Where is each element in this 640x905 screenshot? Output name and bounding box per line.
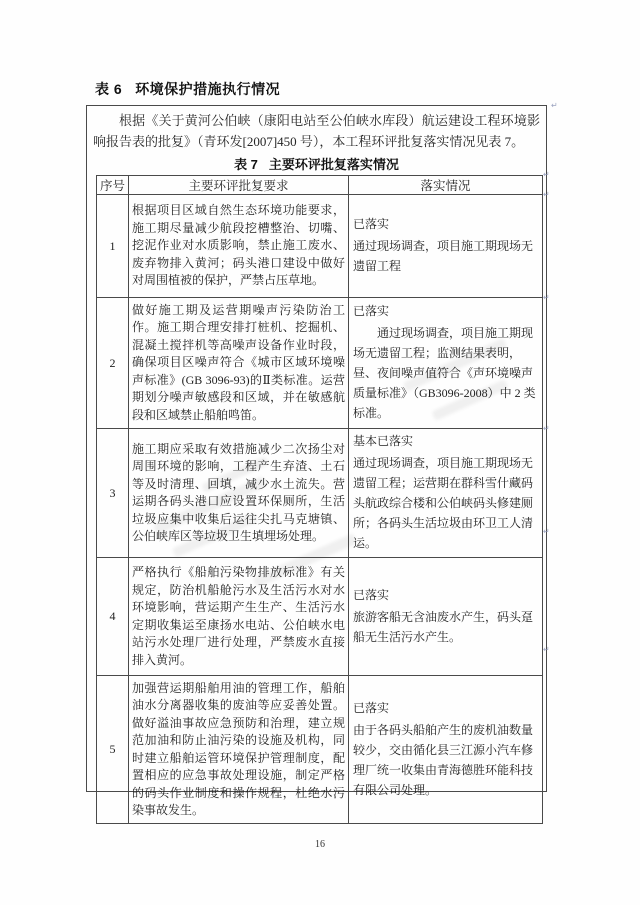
table6-heading-label: 表 6 [95,81,123,97]
status-verdict: 基本已落实 [353,434,414,448]
requirement-text: 根据项目区域自然生态环境功能要求，施工期尽量减少航段挖槽整治、切嘴、挖泥作业对水质影响，禁止施工废水、废弃物排入黄河；码头港口建设中做好对周围植被的保护，严禁占压草地。 [132,203,345,288]
column-header-requirement: 主要环评批复要求 [129,176,349,195]
requirement-cell [129,676,349,824]
table7-caption-title: 主要环评批复落实情况 [268,157,399,172]
status-verdict: 已落实 [353,700,390,715]
row-number-cell: 4 [97,558,129,676]
table6-heading-title: 环境保护措施执行情况 [135,81,281,97]
column-header-status: 落实情况 [349,176,543,195]
requirement-text: 施工期应采取有效措施减少二次扬尘对周围环境的影响，工程产生弃渣、土石等及时清理、回填，减少水土流失。营运期各码头港口应设置环保厕所，生活垃圾应集中收集后运往尖扎马克塘镇、公伯峡库区等垃圾卫生填埋场处理。 [132,441,345,543]
status-detail: 由于各码头船舶产生的废机油数量较少，交由循化县三江源小汽车修理厂统一收集由青海德胜环能科技有限公司处理。 [353,722,534,797]
paragraph-mark-icon: ↵ [543,645,550,654]
status-cell [349,676,543,824]
status-verdict: 已落实 [353,217,390,231]
table6-heading [95,79,280,99]
requirement-cell [129,298,349,429]
table7-outer-box [86,105,547,817]
paragraph-mark-icon: ↵ [543,527,550,536]
paragraph-mark-icon: ↵ [543,170,550,179]
table7-header-row [97,176,543,195]
status-verdict: 已落实 [353,304,390,318]
page-number: 16 [315,839,325,850]
table-row [97,195,543,298]
status-detail: 通过现场调查，项目施工期现场无遗留工程 [353,239,534,273]
table7-body [97,195,543,824]
paragraph-mark-icon: ↵ [543,424,550,433]
requirement-cell [129,558,349,676]
row-number-cell: 3 [97,429,129,558]
requirement-text: 加强营运期船舶用油的管理工作，船舶油水分离器收集的废油等应妥善处置。做好溢油事故应急预防和治理，建立规范加油和防止油污染的设施及机构，同时建立船舶运管环境保护管理制度，配置相应的应急事故处理设施，制定严格的码头作业制度和操作规程，杜绝水污染事故发生。 [132,680,345,817]
intro-paragraph: 根据《关于黄河公伯峡（康阳电站至公伯峡水库段）航运建设工程环境影响报告表的批复》（青环发[2007]450 号），本工程环评批复落实情况见表 7。 [93,113,540,149]
paragraph-mark-icon: ↵ [543,293,550,302]
row-number-cell: 2 [97,298,129,429]
table-row [97,298,543,429]
row-number-cell: 5 [97,676,129,824]
status-detail: 通过现场调查，项目施工期现场无遗留工程；监测结果表明，昼、夜间噪声值符合《声环境噪声质量标准》（GB3096-2008）中 2 类标准。 [353,326,536,420]
status-verdict: 已落实 [353,587,390,602]
table-row [97,558,543,676]
table7 [96,175,543,824]
row-number-cell: 1 [97,195,129,298]
requirement-cell [129,195,349,298]
table7-caption [87,154,546,173]
status-cell [349,195,543,298]
status-cell [349,558,543,676]
table-row [97,676,543,824]
status-cell [349,298,543,429]
table7-caption-label: 表 7 [234,157,258,172]
status-detail: 旅游客船无含油废水产生，码头趸船无生活污水产生。 [353,609,534,644]
paragraph-mark-icon: ↵ [551,101,558,110]
paragraph-mark-icon: ↵ [543,190,550,199]
requirement-cell [129,429,349,558]
requirement-text: 严格执行《船舶污染物排放标准》有关规定，防治机船舱污水及生活污水对水环境影响，营运期产生生产、生活污水定期收集运至康扬水电站、公伯峡水电站污水处理厂进行处理，严禁废水直接排入黄河。 [132,565,345,667]
status-detail: 通过现场调查，项目施工期现场无遗留工程；运营期在群科雪什藏码头航政综合楼和公伯峡码头修建厕所；各码头生活垃圾由环卫工人清运。 [353,456,534,550]
column-header-no: 序号 [97,176,129,195]
status-cell [349,429,543,558]
requirement-text: 做好施工期及运营期噪声污染防治工作。施工期合理安排打桩机、挖掘机、混凝土搅拌机等高噪声设备作业时段，确保项目区噪声符合《城市区域环境噪声标准》(GB 3096-93)的Ⅱ类标准。运营期划分噪声敏感段和区域，并在敏感航段和区域禁止船舶鸣笛。 [132,302,345,422]
table-row [97,429,543,558]
